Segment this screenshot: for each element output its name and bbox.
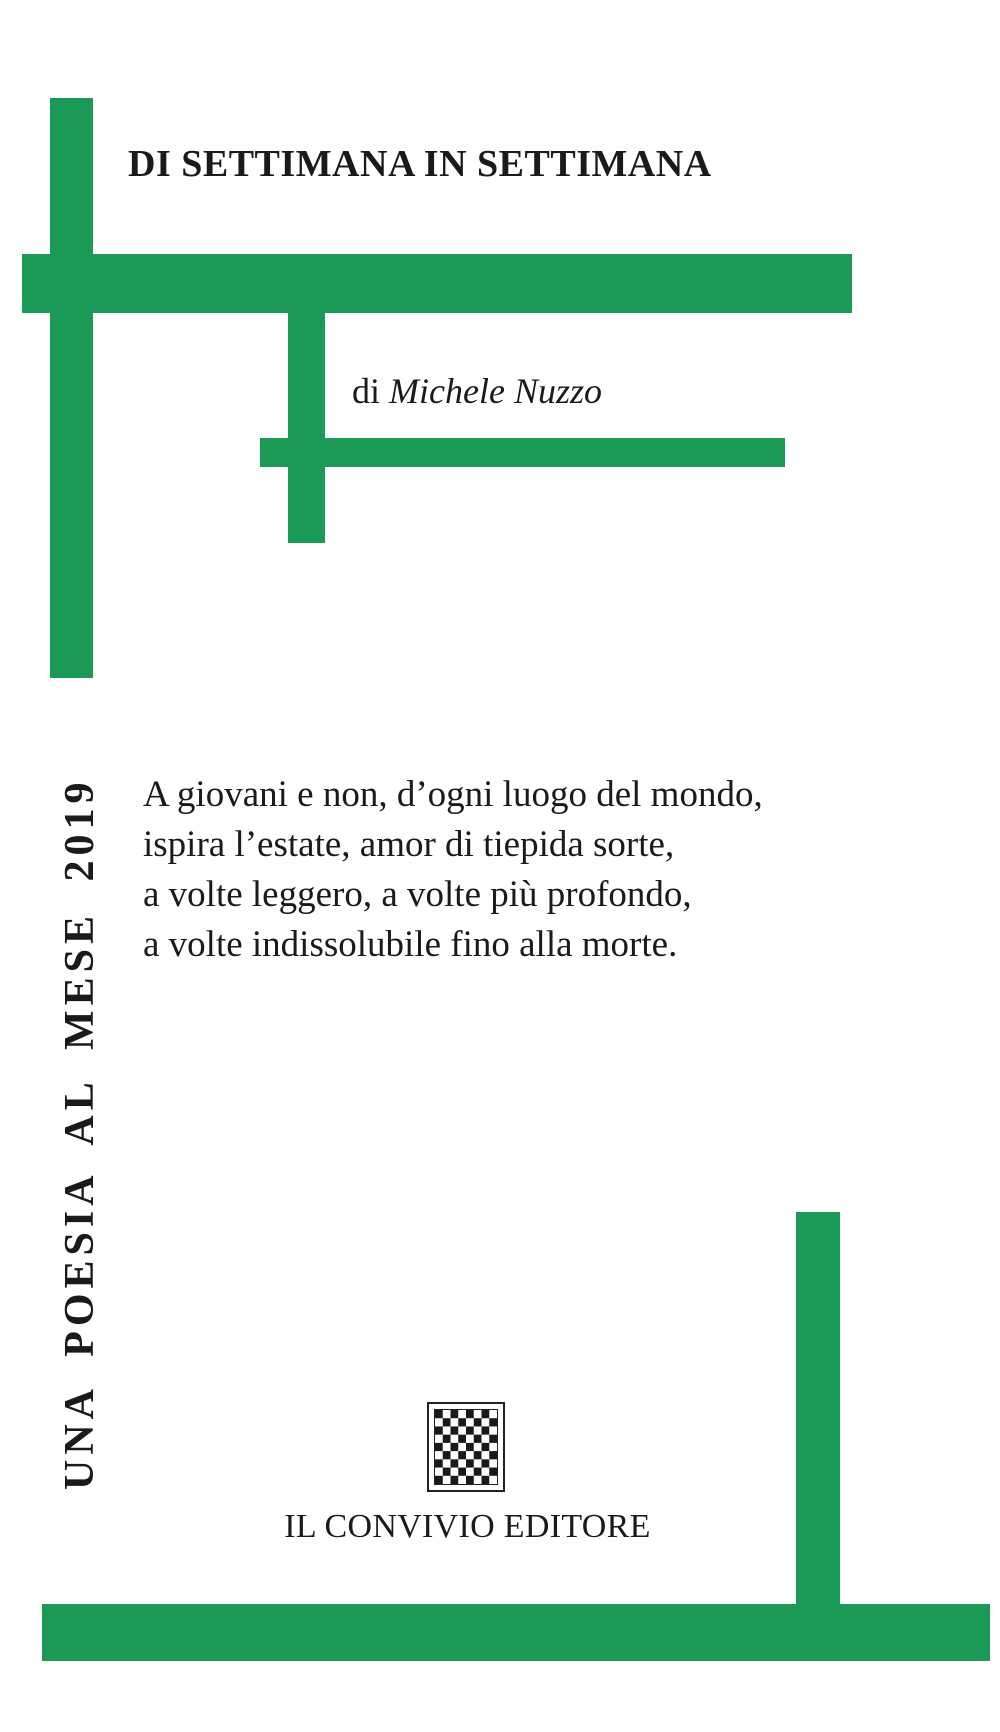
- checker-square: [451, 1476, 459, 1484]
- checker-square: [489, 1468, 497, 1476]
- checker-square: [489, 1418, 497, 1426]
- checker-square: [474, 1468, 482, 1476]
- poem: [143, 770, 763, 970]
- checker-square: [482, 1410, 490, 1418]
- green-horizontal-bar-top: [22, 254, 852, 313]
- checker-square: [435, 1426, 443, 1434]
- checker-square: [474, 1435, 482, 1443]
- checker-square: [474, 1418, 482, 1426]
- checker-square: [474, 1451, 482, 1459]
- green-horizontal-bar-middle: [260, 438, 785, 467]
- poem-line: a volte indissolubile fino alla morte.: [143, 924, 678, 965]
- checker-square: [482, 1476, 490, 1484]
- checker-square: [482, 1443, 490, 1451]
- checker-square: [482, 1426, 490, 1434]
- checker-square: [443, 1435, 451, 1443]
- publisher-name: IL CONVIVIO EDITORE: [284, 1508, 651, 1545]
- checker-square: [435, 1476, 443, 1484]
- green-horizontal-bar-bottom: [42, 1604, 990, 1661]
- green-vertical-bar-middle: [288, 313, 325, 543]
- checker-square: [458, 1435, 466, 1443]
- series-title: DI SETTIMANA IN SETTIMANA: [128, 143, 712, 185]
- checkerboard-pattern: [435, 1410, 497, 1484]
- checker-square: [435, 1459, 443, 1467]
- poem-line: a volte leggero, a volte più profondo,: [143, 874, 692, 915]
- author-name: Michele Nuzzo: [389, 371, 602, 411]
- checker-square: [458, 1418, 466, 1426]
- checker-square: [466, 1426, 474, 1434]
- checker-square: [458, 1468, 466, 1476]
- checker-square: [466, 1476, 474, 1484]
- checker-square: [451, 1459, 459, 1467]
- checker-square: [466, 1410, 474, 1418]
- byline: [352, 370, 602, 412]
- checker-square: [443, 1451, 451, 1459]
- checker-square: [435, 1443, 443, 1451]
- checker-square: [451, 1443, 459, 1451]
- checker-square: [489, 1451, 497, 1459]
- vertical-collection-title: UNA POESIA AL MESE 2019: [57, 777, 103, 1490]
- poem-line: ispira l’estate, amor di tiepida sorte,: [143, 824, 675, 865]
- checker-square: [435, 1410, 443, 1418]
- poem-line: A giovani e non, d’ogni luogo del mondo,: [143, 774, 763, 815]
- checker-square: [451, 1426, 459, 1434]
- checker-square: [466, 1443, 474, 1451]
- checker-square: [443, 1468, 451, 1476]
- checker-square: [489, 1435, 497, 1443]
- checker-square: [458, 1451, 466, 1459]
- checker-square: [451, 1410, 459, 1418]
- checker-square: [466, 1459, 474, 1467]
- checkerboard-logo-icon: [427, 1402, 505, 1492]
- green-vertical-bar-left: [50, 98, 93, 678]
- checker-square: [443, 1418, 451, 1426]
- checker-square: [482, 1459, 490, 1467]
- byline-prefix: di: [352, 371, 381, 411]
